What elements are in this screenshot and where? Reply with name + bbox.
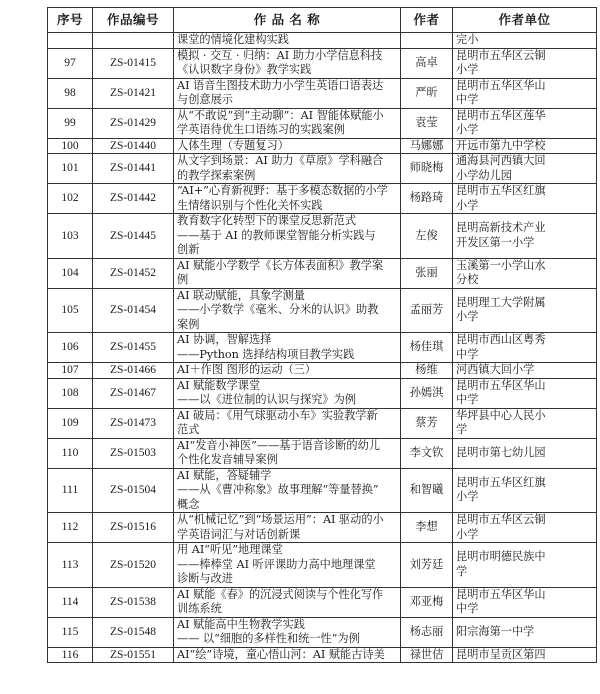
cell-work-name xyxy=(174,214,401,259)
name-line: 从“不敢说”到“主动聊”：AI 智能体赋能小 xyxy=(177,108,384,122)
table-row xyxy=(48,78,597,108)
cell-no: 114 xyxy=(48,587,93,617)
cell-work-name xyxy=(174,48,401,78)
cell-author: 张丽 xyxy=(401,258,453,288)
org-line: 学 xyxy=(456,423,468,436)
org-line: 通海县河西镇大回 xyxy=(456,154,546,167)
header-no: 序号 xyxy=(48,8,93,33)
name-line: ——以《进位制的认识与探究》为例 xyxy=(177,393,357,406)
cell-org xyxy=(453,48,597,78)
cell-org xyxy=(453,78,597,108)
cell-author: 和智曦 xyxy=(401,468,453,513)
name-line: ——小学数学《毫米、分米的认识》助教 xyxy=(177,303,379,316)
org-line: 完小 xyxy=(456,33,479,46)
cell-code: ZS-01538 xyxy=(93,587,174,617)
header-author: 作者 xyxy=(401,8,453,33)
cell-work-name xyxy=(174,617,401,647)
cell-org xyxy=(453,138,597,154)
table-row xyxy=(48,48,597,78)
cell-author: 马娜娜 xyxy=(401,138,453,154)
cell-no: 115 xyxy=(48,617,93,647)
name-line: AI 语音生图技术助力小学生英语口语表达 xyxy=(177,78,384,92)
cell-code: ZS-01441 xyxy=(93,154,174,184)
cell-author: 左俊 xyxy=(401,214,453,259)
cell-code: ZS-01454 xyxy=(93,288,174,333)
org-line: 小学 xyxy=(456,63,479,76)
cell-org xyxy=(453,617,597,647)
cell-work-name xyxy=(174,78,401,108)
header-org: 作者单位 xyxy=(453,8,597,33)
table-row xyxy=(48,138,597,154)
cell-author: 袁莹 xyxy=(401,108,453,138)
cell-code: ZS-01551 xyxy=(93,647,174,663)
cell-work-name xyxy=(174,468,401,513)
cell-work-name xyxy=(174,288,401,333)
cell-author: 蔡芳 xyxy=(401,408,453,438)
cell-no: 97 xyxy=(48,48,93,78)
cell-no: 100 xyxy=(48,138,93,154)
cell-author: 杨佳琪 xyxy=(401,333,453,363)
cell-work-name xyxy=(174,108,401,138)
table-row xyxy=(48,647,597,663)
cell-org xyxy=(453,258,597,288)
cell-org xyxy=(453,647,597,663)
table-row xyxy=(48,154,597,184)
cell-code: ZS-01445 xyxy=(93,214,174,259)
org-line: 昆明市五华区华山 xyxy=(456,78,546,92)
cell-no: 111 xyxy=(48,468,93,513)
table-row xyxy=(48,288,597,333)
cell-author: 杨路琦 xyxy=(401,184,453,214)
name-line: 学英语词汇与对话创新课 xyxy=(177,527,301,541)
org-line: 昆明市五华区红旗 xyxy=(456,475,546,489)
cell-author: 严昕 xyxy=(401,78,453,108)
cell-code: ZS-01442 xyxy=(93,184,174,214)
name-line: 课堂的情境化建构实践 xyxy=(177,33,289,46)
cell-org xyxy=(453,288,597,333)
cell-no xyxy=(48,33,93,49)
cell-org xyxy=(453,587,597,617)
cell-author: 孙嫣淇 xyxy=(401,378,453,408)
table-row xyxy=(48,468,597,513)
name-line: AI 破局：《用气球驱动小车》实验教学新 xyxy=(177,408,378,422)
cell-work-name xyxy=(174,513,401,543)
cell-org xyxy=(453,363,597,379)
org-line: 昆明市明德民族中 xyxy=(456,550,546,564)
name-line: AI 赋能《春》的沉浸式阅读与个性化写作 xyxy=(177,587,384,601)
name-line: 学英语待优生口语练习的实践案例 xyxy=(177,123,345,136)
name-line: 例 xyxy=(177,273,189,286)
cell-work-name xyxy=(174,438,401,468)
name-line: 概念 xyxy=(177,497,200,511)
org-line: 昆明市五华区华山 xyxy=(456,587,546,601)
org-line: 小学 xyxy=(456,198,479,212)
table-row xyxy=(48,438,597,468)
org-line: 小学 xyxy=(456,310,479,324)
cell-author: 李文钦 xyxy=(401,438,453,468)
name-line: 的教学探索案例 xyxy=(177,168,256,182)
name-line: 生情绪识别与个性化关怀实践 xyxy=(177,198,323,212)
org-line: 小学幼儿园 xyxy=(456,168,512,182)
org-line: 中学 xyxy=(456,602,479,615)
header-code: 作品编号 xyxy=(93,8,174,33)
cell-code xyxy=(93,33,174,49)
cell-no: 113 xyxy=(48,543,93,588)
cell-author: 杨维 xyxy=(401,363,453,379)
name-line: AI 赋能小学数学《长方体表面积》教学案 xyxy=(177,258,384,272)
table-row xyxy=(48,258,597,288)
cell-code: ZS-01516 xyxy=(93,513,174,543)
org-line: 开发区第一小学 xyxy=(456,235,535,249)
cell-org xyxy=(453,438,597,468)
org-line: 昆明理工大学附属 xyxy=(456,295,546,309)
name-line: 从“机械记忆”到“场景运用”：AI 驱动的小 xyxy=(177,513,384,526)
name-line: 模拟 · 交互 · 归纳：AI 助力小学信息科技 xyxy=(177,48,383,62)
name-line: 诊断与改进 xyxy=(177,572,233,585)
table-row xyxy=(48,33,597,49)
name-line: 范式 xyxy=(177,423,200,436)
cell-work-name xyxy=(174,587,401,617)
cell-code: ZS-01452 xyxy=(93,258,174,288)
cell-author xyxy=(401,33,453,49)
name-line: 从文字到场景：AI 助力《草原》学科融合 xyxy=(177,154,384,167)
cell-code: ZS-01429 xyxy=(93,108,174,138)
cell-no: 102 xyxy=(48,184,93,214)
cell-work-name xyxy=(174,543,401,588)
cell-author: 师晓梅 xyxy=(401,154,453,184)
cell-work-name xyxy=(174,363,401,379)
cell-no: 116 xyxy=(48,647,93,663)
cell-no: 104 xyxy=(48,258,93,288)
cell-org xyxy=(453,33,597,49)
cell-org xyxy=(453,468,597,513)
cell-no: 101 xyxy=(48,154,93,184)
cell-code: ZS-01548 xyxy=(93,617,174,647)
cell-no: 105 xyxy=(48,288,93,333)
org-line: 学 xyxy=(456,564,468,578)
org-line: 昆明市呈贡区第四 xyxy=(456,647,546,661)
name-line: AI＋作图 图形的运动（三） xyxy=(177,363,317,376)
cell-work-name xyxy=(174,378,401,408)
cell-code: ZS-01504 xyxy=(93,468,174,513)
name-line: AI 赋能，答疑辅学 xyxy=(177,468,272,482)
cell-org xyxy=(453,408,597,438)
cell-no: 110 xyxy=(48,438,93,468)
header-name: 作 品 名 称 xyxy=(174,8,401,33)
cell-code: ZS-01520 xyxy=(93,543,174,588)
name-line: 训练系统 xyxy=(177,602,222,615)
name-line: 个性化发音辅导案例 xyxy=(177,453,278,466)
cell-no: 107 xyxy=(48,363,93,379)
table-header-row xyxy=(48,8,597,33)
cell-org xyxy=(453,543,597,588)
org-line: 分校 xyxy=(456,273,479,286)
org-line: 昆明市五华区云铜 xyxy=(456,48,546,62)
org-line: 小学 xyxy=(456,527,479,541)
table-body xyxy=(48,33,597,663)
org-line: 小学 xyxy=(456,490,479,504)
cell-code: ZS-01503 xyxy=(93,438,174,468)
name-line: ——从《曹冲称象》故事理解“等量替换” xyxy=(177,483,379,496)
table-row xyxy=(48,184,597,214)
name-line: 人体生理（专题复习） xyxy=(177,138,289,152)
name-line: AI“发音小神医”——基于语音诊断的幼儿 xyxy=(177,438,380,452)
org-line: 昆明高新技术产业 xyxy=(456,221,546,235)
name-line: ——棒棒堂 AI 听评课助力高中地理课堂 xyxy=(177,557,376,571)
name-line: —— 以“细胞的多样性和统一性”为例 xyxy=(177,632,360,645)
cell-no: 112 xyxy=(48,513,93,543)
name-line: ——基于 AI 的教师课堂智能分析实践与 xyxy=(177,228,376,242)
org-line: 小学 xyxy=(456,123,479,136)
cell-org xyxy=(453,378,597,408)
cell-no: 99 xyxy=(48,108,93,138)
name-line: AI 赋能高中生物教学实践 xyxy=(177,617,305,631)
name-line: 教育数字化转型下的课堂反思新范式 xyxy=(177,214,357,227)
cell-author: 杨志丽 xyxy=(401,617,453,647)
org-line: 玉溪第一小学山水 xyxy=(456,258,546,272)
cell-work-name xyxy=(174,138,401,154)
cell-code: ZS-01473 xyxy=(93,408,174,438)
cell-work-name xyxy=(174,647,401,663)
cell-no: 98 xyxy=(48,78,93,108)
table-row xyxy=(48,543,597,588)
org-line: 昆明市西山区粤秀 xyxy=(456,333,546,346)
cell-org xyxy=(453,108,597,138)
cell-work-name xyxy=(174,33,401,49)
cell-org xyxy=(453,333,597,363)
org-line: 昆明市五华区华山 xyxy=(456,378,546,392)
name-line: AI“绘”诗境，童心悟山河：AI 赋能古诗美 xyxy=(177,647,385,661)
table-row xyxy=(48,513,597,543)
cell-author: 高卓 xyxy=(401,48,453,78)
name-line: 案例 xyxy=(177,317,200,331)
cell-code: ZS-01440 xyxy=(93,138,174,154)
cell-org xyxy=(453,154,597,184)
cell-author: 刘芳廷 xyxy=(401,543,453,588)
name-line: 用 AI“听见”地理课堂 xyxy=(177,543,283,556)
table-row xyxy=(48,333,597,363)
org-line: 中学 xyxy=(456,393,479,406)
cell-work-name xyxy=(174,333,401,363)
cell-author: 禄世佶 xyxy=(401,647,453,663)
cell-no: 108 xyxy=(48,378,93,408)
table-row xyxy=(48,363,597,379)
org-line: 河西镇大回小学 xyxy=(456,363,535,376)
cell-code: ZS-01467 xyxy=(93,378,174,408)
cell-work-name xyxy=(174,408,401,438)
cell-no: 109 xyxy=(48,408,93,438)
org-line: 中学 xyxy=(456,347,479,361)
org-line: 昆明市五华区莲华 xyxy=(456,108,546,122)
cell-org xyxy=(453,513,597,543)
org-line: 开远市第九中学校 xyxy=(456,138,546,152)
org-line: 华坪县中心人民小 xyxy=(456,408,546,422)
name-line: “AI+”心育新视野：基于多模态数据的小学 xyxy=(177,184,388,197)
name-line: 与创意展示 xyxy=(177,93,233,106)
cell-author: 李想 xyxy=(401,513,453,543)
org-line: 中学 xyxy=(456,93,479,106)
cell-code: ZS-01415 xyxy=(93,48,174,78)
cell-no: 103 xyxy=(48,214,93,259)
cell-org xyxy=(453,214,597,259)
name-line: ——Python 选择结构项目教学实践 xyxy=(177,347,355,361)
org-line: 阳宗海第一中学 xyxy=(456,624,535,638)
name-line: AI 协调，智解选择 xyxy=(177,333,272,346)
cell-work-name xyxy=(174,154,401,184)
cell-work-name xyxy=(174,184,401,214)
table-row xyxy=(48,108,597,138)
table-row xyxy=(48,617,597,647)
table-row xyxy=(48,214,597,259)
cell-code: ZS-01466 xyxy=(93,363,174,379)
org-line: 昆明市五华区红旗 xyxy=(456,184,546,197)
table-row xyxy=(48,587,597,617)
org-line: 昆明市第七幼儿园 xyxy=(456,445,546,459)
table-row xyxy=(48,408,597,438)
cell-author: 孟丽芳 xyxy=(401,288,453,333)
cell-code: ZS-01455 xyxy=(93,333,174,363)
cell-no: 106 xyxy=(48,333,93,363)
awards-table xyxy=(47,7,597,663)
org-line: 昆明市五华区云铜 xyxy=(456,513,546,526)
name-line: 创新 xyxy=(177,243,200,256)
cell-org xyxy=(453,184,597,214)
name-line: 《认识数字身份》教学实践 xyxy=(177,63,312,76)
table-row xyxy=(48,378,597,408)
name-line: AI 联动赋能，具象学测量 xyxy=(177,288,305,302)
cell-author: 邓亚梅 xyxy=(401,587,453,617)
cell-work-name xyxy=(174,258,401,288)
cell-code: ZS-01421 xyxy=(93,78,174,108)
name-line: AI 赋能数学课堂 xyxy=(177,378,261,392)
